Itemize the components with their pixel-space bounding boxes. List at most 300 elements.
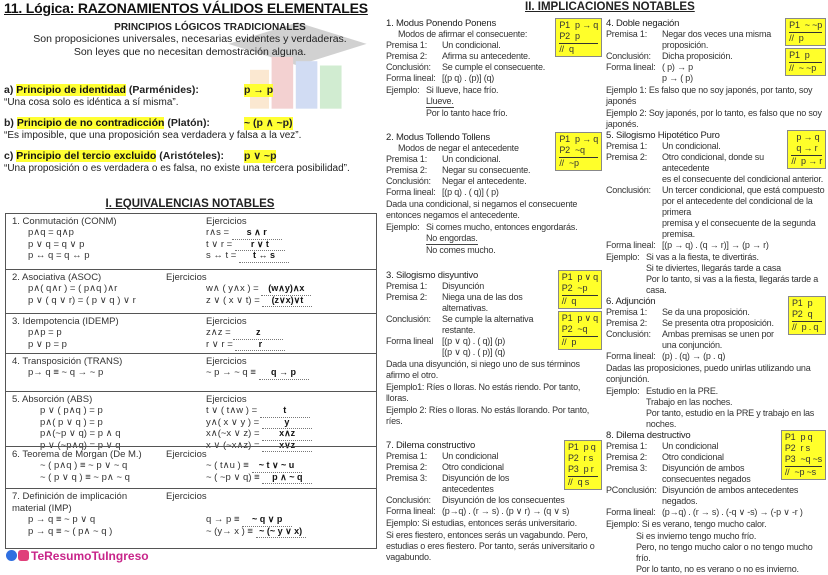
implication-line (606, 29, 781, 51)
line-value: [(p q) . (p)] (q) (442, 73, 495, 83)
implication-line (606, 218, 826, 240)
line-value: Afirma su antecedente. (442, 51, 531, 61)
principle-label-row (4, 117, 380, 130)
premise-box (555, 18, 602, 57)
implication-line (386, 292, 554, 314)
example-line-wrap (636, 564, 826, 575)
principle-quote: “Una cosa solo es idéntica a sí misma”. (4, 97, 179, 108)
box-formula: p r (583, 463, 594, 474)
equivalence-rule: p∧q = q∧p (28, 227, 74, 238)
box-row (562, 313, 598, 324)
box-label: P1 (784, 432, 796, 442)
implication-line (606, 152, 783, 174)
exercise-answer: ~ (~ y ∨ x) (256, 526, 306, 539)
equivalence-rules (28, 227, 90, 262)
box-label: P1 (789, 20, 800, 30)
principle-name: Principio de identidad (16, 84, 126, 96)
line-key: Premisa 1: (386, 154, 428, 165)
line-key: Premisa 2: (386, 165, 428, 176)
box-label: P2 (568, 452, 579, 463)
implication-line (386, 176, 602, 187)
box-formula: ~p (577, 282, 588, 293)
box-formula: p q (800, 432, 813, 442)
principle-prefix: b) (4, 117, 17, 129)
box-row (792, 309, 822, 320)
implication-note: Ejemplo: Si estudias, entonces serás universitario. (386, 517, 577, 528)
example-label: Ejemplo: (386, 222, 420, 233)
box-formula: p (798, 33, 804, 43)
example-line: Por lo tanto hace frío. (426, 108, 508, 118)
exercise-lhs: s ↔ t = (206, 250, 237, 261)
implication-dn (606, 18, 826, 130)
equivalence-title: 5. Absorción (ABS) (12, 394, 93, 405)
example-line-wrap (646, 252, 826, 263)
principle-author: (Parménides): (128, 84, 199, 96)
equivalence-rule: p∧(~p ∨ q) = p ∧ q (40, 428, 121, 439)
principle-item (4, 84, 380, 109)
principles-line: Son leyes que no necesitan demostración alguna. (73, 46, 307, 58)
box-label: P2 (784, 443, 796, 453)
box-formula: q (571, 295, 577, 306)
equivalences-heading-text: I. EQUIVALENCIAS NOTABLES (105, 198, 275, 210)
line-value: Otro condicional (662, 452, 724, 462)
line-value: Disyunción (442, 280, 485, 291)
implication-line (386, 73, 602, 84)
example-line: Si es invierno tengo mucho frío. (636, 531, 757, 541)
example-line: Por lo tanto, si vas a la fiesta, llegarás tarde a casa. (646, 274, 819, 295)
box-formula: q s (577, 476, 590, 487)
line-value: Se presenta otra proposición. (662, 318, 774, 328)
line-value: Dicha proposición. (662, 51, 733, 61)
example-line: Si vas a la fiesta, te divertirás. (646, 252, 759, 262)
equivalence-rule: ~ ( p ∨ q ) ≡ ~ p∧ ~ q (40, 471, 130, 483)
line-key: Premisa 1: (386, 450, 428, 461)
exercise-lhs: ~ (y→ x ) ≡ (206, 525, 253, 537)
exercise-answer: s ∧ r (232, 227, 282, 240)
line-value: p → ( p) (662, 73, 693, 83)
implication-line (606, 141, 783, 152)
implication-title: 4. Doble negación (606, 18, 680, 29)
principle-quote: “Una proposición o es verdadera o es falsa, no existe una tercera posibilidad”. (4, 163, 350, 174)
implication-title: 2. Modus Tollendo Tollens (386, 132, 490, 144)
implication-note: Ejemplo 1: Es falso que no soy japonés, por tanto, soy japonés (606, 85, 813, 106)
example-block (606, 386, 826, 430)
exercise-answer: (w∧y)∧x (261, 283, 311, 296)
principle-author: (Platón): (167, 117, 210, 129)
box-formula: p → q (574, 20, 598, 30)
implication-note: Ejemplo: Si es verano, tengo mucho calor. (606, 519, 767, 529)
line-key: Premisa 2: (606, 152, 648, 162)
box-formula: p (571, 336, 577, 347)
line-key: Forma lineal: (606, 62, 656, 72)
exercise-lhs: t ∨ r = (206, 238, 233, 250)
example-line: Si te diviertes, llegarás tarde a casa (646, 263, 781, 273)
box-row (785, 443, 822, 454)
implication-title: 1. Modus Ponendo Ponens (386, 18, 497, 29)
box-formula: p → q (796, 132, 820, 142)
line-key: Premisa 2: (386, 291, 428, 302)
box-formula: p ∨ q (577, 271, 598, 282)
example-line: No comes mucho. (426, 245, 496, 256)
box-row (568, 476, 598, 488)
example-label: Ejemplo: (606, 386, 640, 396)
line-key: Premisa 2: (386, 51, 428, 61)
implication-title: 3. Silogismo disyuntivo (386, 269, 479, 281)
example-lines (426, 222, 602, 256)
implication-line (386, 62, 602, 73)
box-row (791, 132, 822, 143)
principle-label (4, 84, 244, 97)
principle-author: (Aristóteles): (159, 150, 224, 162)
principle-label (4, 117, 244, 130)
box-formula: p (807, 298, 813, 308)
line-value: Negar su consecuente. (442, 165, 531, 176)
example-line-wrap (636, 542, 826, 564)
box-row (559, 157, 598, 169)
box-formula: q (568, 44, 574, 54)
premise-boxes (788, 296, 826, 335)
box-row (791, 155, 822, 167)
exercise-lhs: r∧s = (206, 227, 230, 238)
box-label: P3 (568, 463, 579, 474)
implication-note: Dadas las proposiciones, puedo unirlas utilizando una conjunción. (606, 363, 811, 384)
line-key: Forma lineal: (606, 240, 656, 250)
equivalence-rule: p→ q ≡ ~ q → ~ p (28, 367, 104, 378)
exercise-answer: t (260, 405, 310, 418)
implication-line (386, 462, 560, 473)
line-key: Premisa 1: (386, 280, 428, 291)
equivalence-title: 7. Definición de implicación material (IMP) (12, 491, 128, 514)
equivalence-row (6, 269, 376, 313)
instagram-icon (18, 550, 29, 561)
principles-section (0, 22, 380, 59)
facebook-icon (6, 550, 17, 561)
box-formula: ~ ~p (804, 20, 822, 30)
equivalence-row (6, 391, 376, 451)
implication-line (606, 485, 826, 507)
premise-boxes (785, 18, 826, 76)
principle-prefix: a) (4, 84, 17, 96)
example-line: Estudio en la PRE. (646, 386, 718, 396)
box-label: P3 (784, 454, 796, 464)
box-row (792, 321, 822, 333)
box-formula: p → r (800, 156, 822, 166)
example-lines (636, 531, 826, 575)
exercise-lhs: y∧( x ∨ y ) = (206, 416, 260, 428)
implication-line (386, 314, 554, 336)
line-key: Premisa 1: (386, 40, 428, 50)
exercise-line (206, 526, 306, 539)
exercise-lhs: r ∨ r = (206, 338, 233, 350)
box-row (559, 145, 598, 156)
implication-shp (606, 130, 826, 296)
line-value: Ambas premisas se unen por una conjunción. (662, 329, 774, 350)
example-block (606, 252, 826, 296)
line-key (386, 347, 442, 358)
implication-line (386, 187, 602, 198)
equivalence-title: 6. Teorema de Morgan (De M.) (12, 449, 142, 460)
example-block (386, 222, 602, 256)
line-value: Un condicional. (662, 141, 721, 151)
exercise-answer: ~ t ∨ ~ u (252, 460, 302, 473)
line-value: [(p ∨ q) . ( q)] (p) (442, 335, 506, 346)
box-row (789, 62, 822, 74)
exercise-answer: z (233, 327, 283, 340)
line-key: Premisa 3: (386, 472, 428, 483)
principle-item (4, 150, 380, 175)
line-value: premisa y el consecuente de la segunda premisa. (662, 218, 816, 239)
box-label: // (568, 476, 573, 487)
line-key: Premisa 1: (606, 29, 648, 39)
example-line-wrap (646, 397, 826, 408)
equivalence-title: 2. Asociativa (ASOC) (12, 272, 102, 283)
implication-line (386, 506, 602, 517)
premise-boxes (555, 18, 602, 57)
example-line-wrap (426, 108, 602, 119)
implication-line (386, 51, 551, 62)
line-key (606, 174, 662, 185)
exercise-lhs: ~ ( ~p ∨ q) ≡ (206, 471, 260, 483)
line-key: Conclusión: (386, 494, 431, 505)
box-formula: q → r (796, 143, 818, 153)
example-line: Si comes mucho, entonces engordarás. (426, 222, 578, 233)
implication-line (606, 196, 826, 218)
implication-line (386, 40, 551, 51)
exercises-label: Ejercicios (166, 449, 207, 460)
exercise-answer: x∨z (262, 440, 312, 453)
equivalence-rule: p ∨ (~p∧q) = p ∨ q (40, 439, 121, 451)
premise-box (555, 132, 602, 171)
box-row (562, 272, 598, 283)
box-row (785, 454, 822, 465)
box-row (559, 20, 598, 31)
box-formula: p . q (801, 322, 819, 332)
box-row (562, 295, 598, 307)
exercise-answer: r ∨ t (235, 239, 285, 252)
box-row (785, 466, 822, 478)
implication-note: Ejemplo1: Ríes o lloras. No estás riendo. Por tanto, lloras. (386, 381, 581, 403)
line-value: ( p) → p (662, 62, 693, 72)
equivalence-rules (28, 514, 112, 537)
exercise-lhs: t ∨ ( t∧w ) = (206, 405, 258, 416)
line-value: por el antecedente del condicional de la primera (662, 196, 813, 217)
exercises-label: Ejercicios (206, 316, 247, 327)
box-label: // (784, 467, 790, 477)
line-value: Un condicional (442, 450, 499, 461)
exercise-answer: (z∨x)∨t (262, 295, 312, 308)
implication-line (606, 463, 777, 485)
box-label: P1 (789, 50, 800, 60)
box-row (568, 464, 598, 475)
premise-box (787, 130, 826, 169)
principles-heading: PRINCIPIOS LÓGICOS TRADICIONALES (114, 22, 306, 33)
implication-line (386, 336, 554, 347)
box-row (568, 442, 598, 453)
implication-line (606, 73, 781, 84)
exercise-answer: y (262, 417, 312, 430)
line-key: Conclusión: (386, 313, 431, 324)
box-label: P1 (561, 271, 573, 282)
line-value: Disyunción de los consecuentes (442, 494, 565, 505)
example-line-wrap (636, 531, 826, 542)
equivalences-heading (0, 198, 380, 210)
equivalence-row (6, 446, 376, 488)
line-value: (p→q) . (r → s) . (p ∨ r) → (q ∨ s) (442, 505, 570, 516)
line-key (606, 73, 662, 84)
box-row (789, 50, 822, 61)
exercise-line (206, 472, 312, 485)
line-value: Un condicional. (442, 40, 501, 50)
implication-line (386, 281, 554, 292)
implication-line (606, 62, 781, 73)
box-row (785, 432, 822, 443)
box-row (559, 43, 598, 55)
implication-line (386, 451, 560, 462)
principle-formula: p ∨ ~p (244, 150, 277, 162)
example-line: Pero, no tengo mucho calor o no tengo mucho frío. (636, 542, 813, 563)
example-line-wrap (646, 274, 826, 296)
exercises-label: Ejercicios (166, 491, 207, 502)
example-line-wrap (646, 408, 826, 430)
exercise-answer: r (235, 339, 285, 352)
implication-note: Ejemplo 2: Ríes o lloras. No estás llorando. Por tanto, ríes. (386, 404, 590, 426)
example-line: Llueve. (426, 96, 454, 106)
box-formula: p (574, 31, 580, 41)
principle-formula: p → p (244, 84, 274, 96)
box-row (792, 298, 822, 309)
box-label: // (561, 295, 567, 306)
line-value: Otro condicional, donde su antecedente (662, 152, 764, 173)
implication-subtitle: Modos de afirmar el consecuente: (398, 29, 528, 39)
implication-subtitle: Modos de negar el antecedente (398, 143, 519, 154)
line-value: [(p → q) . (q → r)] → (p → r) (662, 240, 769, 250)
implications-column-middle (386, 18, 602, 563)
line-key: Premisa 1: (606, 307, 648, 317)
implication-line (386, 154, 551, 165)
line-value: Otro condicional (442, 461, 504, 472)
implication-line (606, 452, 777, 463)
line-key: Conclusión: (606, 329, 651, 339)
box-row (562, 336, 598, 348)
implication-dd (606, 430, 826, 575)
line-key: Premisa 1: (606, 141, 648, 151)
implication-adj (606, 296, 826, 430)
premise-box (788, 296, 826, 335)
exercise-line (206, 339, 285, 352)
box-row (559, 134, 598, 145)
exercise-lhs: x ∨ (~x∧z) = (206, 439, 260, 451)
example-lines (646, 386, 826, 430)
exercise-answer: t ↔ s (239, 250, 289, 263)
example-line-wrap (646, 263, 826, 274)
equivalence-rule: p∧( q∧r ) = ( p∧q )∧r (28, 283, 118, 294)
box-formula: r s (583, 452, 594, 463)
box-row (568, 453, 598, 464)
line-value: Niega una de las dos alternativas. (442, 291, 523, 313)
line-key: Conclusión: (386, 62, 431, 72)
example-block (606, 531, 826, 575)
premise-boxes (564, 440, 602, 490)
example-lines (646, 252, 826, 296)
exercise-lhs: q → p ≡ (206, 514, 240, 525)
implication-line (606, 307, 784, 318)
exercise-answer: ~ q ∨ p (242, 514, 292, 527)
box-formula: ~q ~s (800, 454, 822, 464)
line-value: Un condicional (662, 441, 719, 451)
equivalences-table (5, 213, 377, 549)
example-line-wrap (426, 233, 602, 245)
exercise-lhs: ~ ( t∧u ) ≡ (206, 460, 249, 471)
line-key: Conclusión: (606, 185, 651, 195)
line-value: Negar dos veces una misma proposición. (662, 29, 772, 50)
line-key: Forma lineal: (606, 507, 656, 517)
line-value: Se da una proposición. (662, 307, 750, 317)
example-line-wrap (646, 386, 826, 397)
implication-line (606, 351, 826, 362)
principle-item (4, 117, 380, 142)
line-key: Forma lineal: (386, 505, 436, 516)
exercise-lhs: w∧ ( y∧x ) = (206, 283, 259, 294)
equivalence-rule: p ↔ q = q ↔ p (28, 250, 90, 261)
equivalence-rules (28, 367, 103, 379)
implication-line (386, 347, 554, 358)
line-key: Premisa 2: (386, 461, 428, 472)
line-value: (p) . (q) → (p . q) (662, 351, 726, 361)
premise-boxes (555, 132, 602, 171)
premise-box (558, 270, 602, 309)
footer-text: TeResumoTuIngreso (31, 549, 149, 563)
equivalence-rule: p ∨ p = p (28, 338, 67, 350)
footer-brand (6, 549, 149, 563)
box-label: // (559, 44, 564, 54)
box-row (791, 143, 822, 154)
implication-title: 6. Adjunción (606, 296, 656, 307)
equivalence-rule: ~ ( p∧q ) ≡ ~ p ∨ ~ q (40, 460, 128, 471)
box-row (559, 31, 598, 42)
implication-line (606, 441, 777, 452)
implications-heading: II. IMPLICACIONES NOTABLES (525, 1, 695, 13)
implication-note: Ejemplo 2: Soy japonés, por lo tanto, es falso que no soy japonés. (606, 108, 822, 129)
line-value: Se cumple el consecuente. (442, 62, 546, 72)
box-label: P1 (561, 312, 573, 323)
box-label: P2 (559, 31, 570, 41)
line-key: PConclusión: (606, 485, 657, 495)
implication-line (606, 174, 826, 185)
principle-label-row (4, 150, 380, 163)
example-line: Por lo tanto, no es verano o no es invierno. (636, 564, 799, 574)
box-row (789, 20, 822, 31)
box-label: P2 (561, 323, 573, 334)
box-formula: p q (583, 441, 596, 452)
line-value: (p→q) . (r → s) . (-q ∨ -s) → (-p ∨ -r ) (662, 507, 803, 517)
box-label: P1 (792, 298, 803, 308)
implication-note: Si eres fiestero, entonces serás un vagabundo. Pero, estudias o eres fiestero. Por tanto, serás universitario o vagabundo. (386, 529, 595, 562)
box-formula: ~q (577, 323, 588, 334)
box-label: // (789, 33, 794, 43)
equivalence-rule: p ∨ q = q ∨ p (28, 238, 85, 250)
principle-label-row (4, 84, 380, 97)
line-key: Forma lineal: (386, 187, 436, 198)
principle-name: Principio del tercio excluido (16, 150, 157, 162)
line-value: Un tercer condicional, que está compuesto (662, 185, 825, 195)
example-lines (426, 85, 602, 119)
line-value: Un condicional. (442, 154, 501, 165)
line-key: Premisa 2: (606, 318, 648, 328)
example-line-wrap (426, 85, 602, 96)
line-value: Disyunción de ambos antecedentes negados. (662, 485, 799, 506)
premise-box (785, 18, 826, 46)
box-label: P1 (568, 441, 579, 452)
